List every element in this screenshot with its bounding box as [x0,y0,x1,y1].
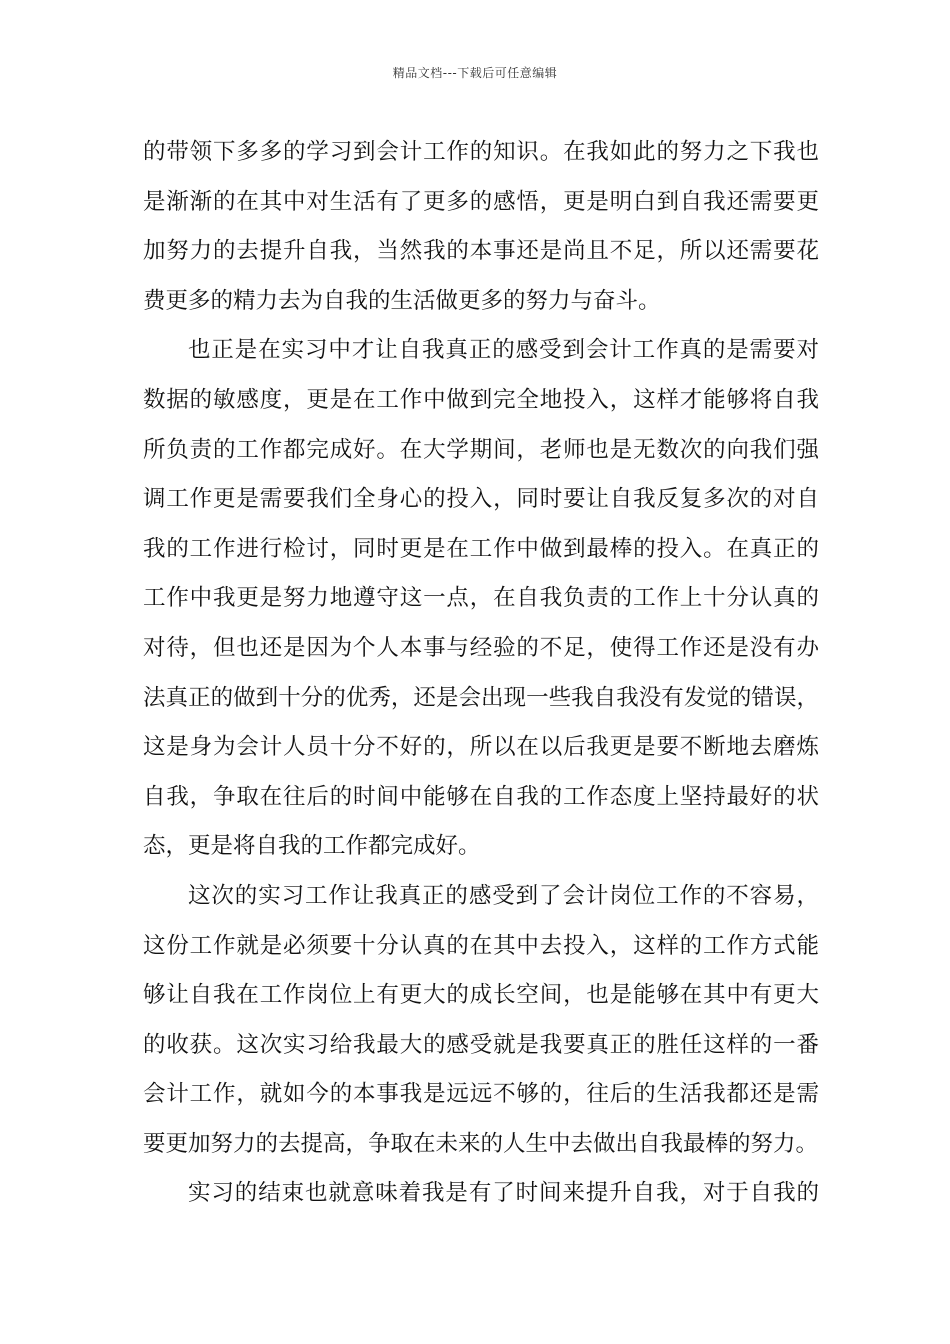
text-line: 工作中我更是努力地遵守这一点，在自我负责的工作上十分认真的 [143,585,819,612]
text-line: 费更多的精力去为自我的生活做更多的努力与奋斗。 [143,287,661,314]
text-line: 态，更是将自我的工作都完成好。 [143,833,481,860]
text-line: 是渐渐的在其中对生活有了更多的感悟，更是明白到自我还需要更 [143,188,819,215]
text-line: 的收获。这次实习给我最大的感受就是我要真正的胜任这样的一番 [143,1031,819,1058]
text-line: 数据的敏感度，更是在工作中做到完全地投入，这样才能够将自我 [143,386,819,413]
text-line: 这是身为会计人员十分不好的，所以在以后我更是要不断地去磨炼 [143,734,819,761]
text-line: 要更加努力的去提高，争取在未来的人生中去做出自我最棒的努力。 [143,1130,819,1157]
text-line: 的带领下多多的学习到会计工作的知识。在我如此的努力之下我也 [143,139,819,165]
text-line: 对待，但也还是因为个人本事与经验的不足，使得工作还是没有办 [143,634,819,661]
text-line: 所负责的工作都完成好。在大学期间，老师也是无数次的向我们强 [143,436,819,463]
text-line: 实习的结束也就意味着我是有了时间来提升自我，对于自我的 [188,1180,819,1207]
text-line: 自我，争取在往后的时间中能够在自我的工作态度上坚持最好的状 [143,783,819,810]
text-line: 这次的实习工作让我真正的感受到了会计岗位工作的不容易， [188,882,819,909]
text-line: 加努力的去提升自我，当然我的本事还是尚且不足，所以还需要花 [143,238,819,265]
paragraph-3 [143,872,819,1170]
text-line: 够让自我在工作岗位上有更大的成长空间，也是能够在其中有更大 [143,982,819,1009]
paragraph-1 [143,128,819,326]
text-line: 法真正的做到十分的优秀，还是会出现一些我自我没有发觉的错误， [143,684,819,711]
page-header: 精品文档---下载后可任意编辑 [392,66,558,80]
text-line: 调工作更是需要我们全身心的投入，同时要让自我反复多次的对自 [143,486,819,513]
text-line: 我的工作进行检讨，同时更是在工作中做到最棒的投入。在真正的 [143,535,819,562]
paragraph-2 [143,326,819,872]
text-line: 这份工作就是必须要十分认真的在其中去投入，这样的工作方式能 [143,932,819,959]
paragraph-4 [143,1169,819,1219]
text-line: 也正是在实习中才让自我真正的感受到会计工作真的是需要对 [188,337,819,364]
text-line: 会计工作，就如今的本事我是远远不够的，往后的生活我都还是需 [143,1081,819,1108]
document-body [143,128,819,1219]
